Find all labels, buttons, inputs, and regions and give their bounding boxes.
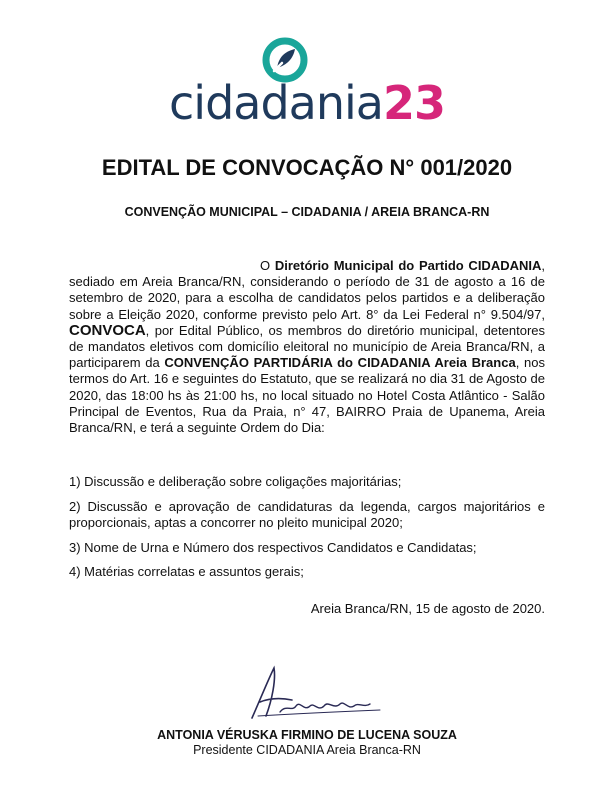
logo-word: cidadania: [169, 76, 383, 130]
body-directory: Diretório Municipal do Partido CIDADANIA: [274, 258, 542, 273]
document-title: EDITAL DE CONVOCAÇÃO N° 001/2020: [101, 155, 513, 180]
signer-role: Presidente CIDADANIA Areia Branca-RN: [193, 743, 421, 757]
body-text-2: , sediado em Areia Branca/RN, considerando o período de 31 de agosto a 16 de setembro de 2020, para a escolha de candidatos pelos partidos e a deliberação sobre a Eleição 2020, conforme previsto pelo Art. 8° da Lei Federal n° 9.504/97,: [69, 258, 545, 322]
agenda-item: 2) Discussão e aprovação de candidaturas da legenda, cargos majoritários e proporcionais, aptas a concorrer no pleito municipal 2020;: [69, 498, 545, 530]
agenda-list: [69, 474, 545, 589]
body-convoca: CONVOCA: [69, 321, 146, 339]
handwritten-signature: [230, 660, 390, 730]
logo-wordmark: [0, 76, 614, 130]
date-line: Areia Branca/RN, 15 de agosto de 2020.: [310, 601, 545, 616]
party-logo: [0, 30, 614, 130]
agenda-item: 4) Matérias correlatas e assuntos gerais;: [69, 564, 304, 580]
signer-name: ANTONIA VÉRUSKA FIRMINO DE LUCENA SOUZA: [157, 728, 457, 742]
body-text-1: O: [260, 258, 275, 273]
agenda-item: 1) Discussão e deliberação sobre coligações majoritárias;: [69, 474, 402, 489]
agenda-item: 3) Nome de Urna e Número dos respectivos Candidatos e Candidatas;: [69, 539, 477, 555]
document-subtitle: CONVENÇÃO MUNICIPAL – CIDADANIA / AREIA BRANCA-RN: [124, 205, 490, 219]
body-text-4: , nos termos do Art. 16 e seguintes do Estatuto, que se realizará no dia 31 de Agosto de 2020, das 18:00 hs às 21:00 hs, no local situado no Hotel Costa Atlântico - Salão Principal de Eventos, Rua da Praia, n° 47, BAIRRO Praia de Upanema, Areia Branca/RN, e terá a seguinte Ordem do Dia:: [69, 355, 545, 436]
convocation-paragraph: [69, 258, 545, 436]
body-text-3: , por Edital Público, os membros do diretório municipal, detentores de mandatos eletivos com domicílio eleitoral no município de Areia Branca/RN, a participarem da: [69, 322, 545, 371]
logo-number: 23: [382, 76, 445, 130]
body-convention: CONVENÇÃO PARTIDÁRIA do CIDADANIA Areia Branca: [164, 355, 516, 371]
